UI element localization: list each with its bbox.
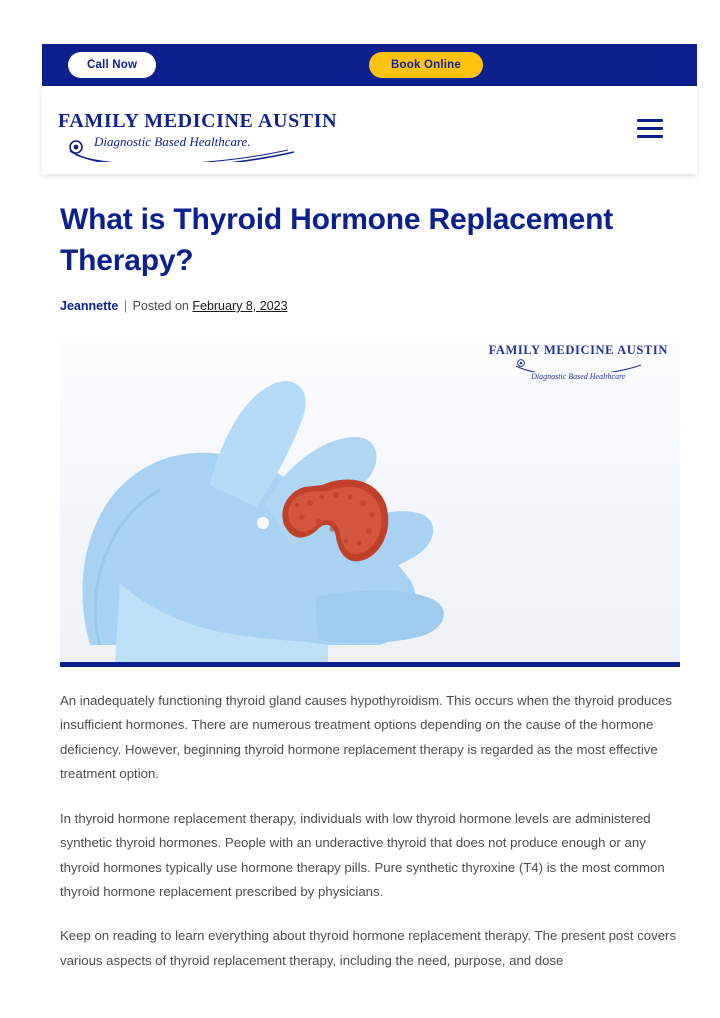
post-date[interactable]: February 8, 2023 — [192, 299, 288, 313]
watermark-swoosh-icon — [513, 358, 643, 372]
watermark-title: FAMILY MEDICINE AUSTIN — [488, 343, 668, 357]
article-paragraph: Keep on reading to learn everything about thyroid hormone replacement therapy. The present post covers various aspects of thyroid replacement therapy, including the need, purpose, and dose — [60, 928, 677, 968]
hamburger-menu-icon[interactable] — [637, 119, 663, 139]
gloved-hand-illustration — [60, 345, 510, 665]
site-header — [42, 86, 697, 174]
watermark-tagline: Diagnostic Based Healthcare — [531, 372, 626, 381]
featured-image — [60, 335, 680, 667]
article-paragraph: An inadequately functioning thyroid gland causes hypothyroidism. This occurs when the thyroid produces insufficient hormones. There are numerous treatment options depending on the cause of the hormone deficiency. However, beginning thyroid hormone replacement therapy is regarded as the most effective treatment option. — [60, 693, 672, 782]
logo-tagline: Diagnostic Based Healthcare. — [94, 134, 251, 149]
site-logo[interactable] — [58, 110, 338, 150]
article-body — [60, 689, 680, 973]
article — [60, 200, 680, 993]
logo-swoosh-icon — [66, 140, 298, 162]
post-meta — [60, 299, 680, 313]
post-author[interactable]: Jeannette — [60, 299, 119, 313]
logo-title: FAMILY MEDICINE AUSTIN — [58, 110, 338, 132]
top-utility-bar — [42, 44, 697, 86]
article-paragraph: In thyroid hormone replacement therapy, individuals with low thyroid hormone levels are administered synthetic thyroid hormones. People with an underactive thyroid that does not produce enough or any thyroid hormones typically use hormone therapy pills. Pure synthetic thyroxine (T4) is the most common thyroid hormone replacement prescribed by physicians. — [60, 810, 665, 899]
image-watermark — [489, 343, 668, 381]
book-online-button[interactable]: Book Online — [369, 52, 483, 78]
posted-on-label: Posted on — [132, 299, 189, 313]
meta-separator: | — [123, 299, 128, 313]
call-now-button[interactable]: Call Now — [68, 52, 156, 78]
page-title: What is Thyroid Hormone Replacement Therapy? — [60, 203, 614, 277]
